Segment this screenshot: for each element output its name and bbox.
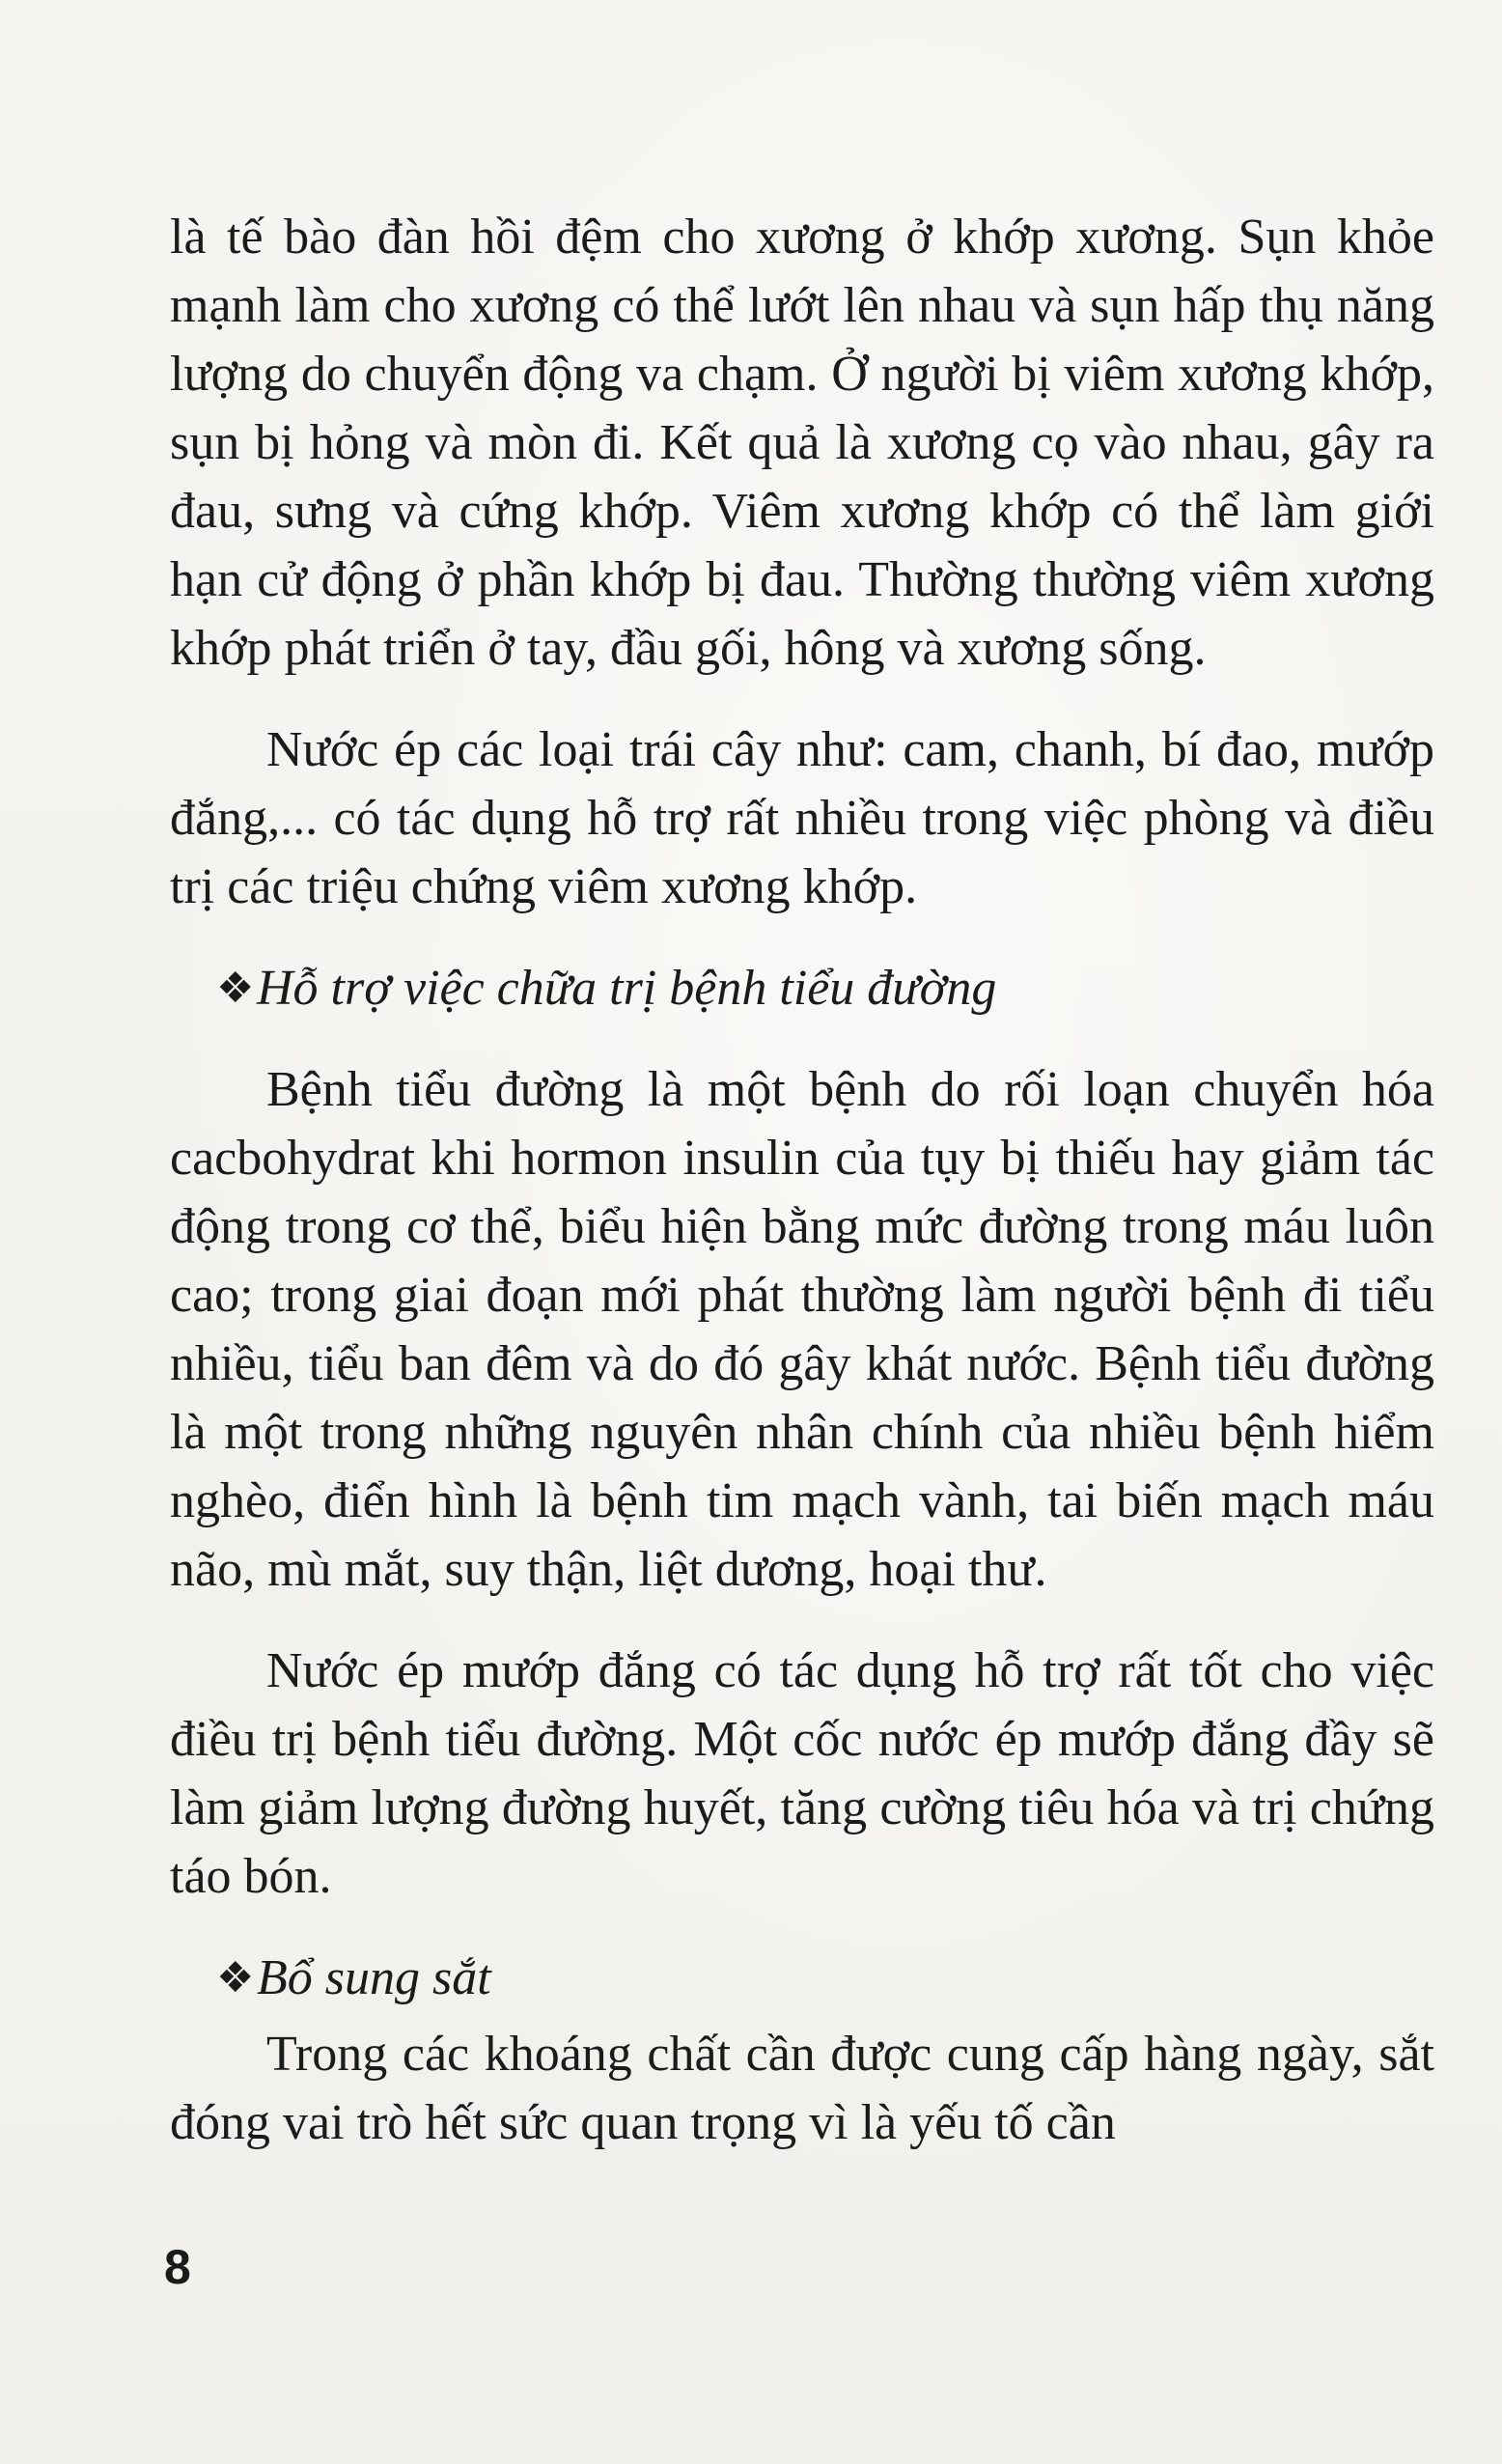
section-heading-iron-text: Bổ sung sắt: [257, 1950, 491, 2005]
section-heading-diabetes: [170, 954, 1434, 1022]
paragraph-bitter-melon-juice: Nước ép mướp đắng có tác dụng hỗ trợ rất tốt cho việc điều trị bệnh tiểu đường. Một cốc nước ép mướp đắng đầy sẽ làm giảm lượng đường huyết, tăng cường tiêu hóa và trị chứng táo bón.: [170, 1643, 1434, 1904]
diamond-bullet-icon: ❖: [216, 964, 255, 1013]
paragraph-diabetes-description: Bệnh tiểu đường là một bệnh do rối loạn chuyển hóa cacbohydrat khi hormon insulin của tụy bị thiếu hay giảm tác động trong cơ thể, biểu hiện bằng mức đường trong máu luôn cao; trong giai đoạn mới phát thường làm người bệnh đi tiểu nhiều, tiểu ban đêm và do đó gây khát nước. Bệnh tiểu đường là một trong những nguyên nhân chính của nhiều bệnh hiểm nghèo, điển hình là bệnh tim mạch vành, tai biến mạch máu não, mù mắt, suy thận, liệt dương, hoại thư.: [170, 1062, 1434, 1597]
paragraph-iron-intro: Trong các khoáng chất cần được cung cấp hàng ngày, sắt đóng vai trò hết sức quan trọng vì là yếu tố cần: [170, 2027, 1434, 2150]
page-content: [170, 203, 1434, 2190]
diamond-bullet-icon: ❖: [216, 1953, 255, 2002]
section-heading-iron: [170, 1944, 1434, 2012]
section-heading-diabetes-text: Hỗ trợ việc chữa trị bệnh tiểu đường: [257, 961, 997, 1016]
paragraph-fruit-juice-joints: Nước ép các loại trái cây như: cam, chanh, bí đao, mướp đắng,... có tác dụng hỗ trợ rất nhiều trong việc phòng và điều trị các triệu chứng viêm xương khớp.: [170, 722, 1434, 914]
paragraph-osteoarthritis: là tế bào đàn hồi đệm cho xương ở khớp xương. Sụn khỏe mạnh làm cho xương có thể lướt lên nhau và sụn hấp thụ năng lượng do chuyển động va chạm. Ở người bị viêm xương khớp, sụn bị hỏng và mòn đi. Kết quả là xương cọ vào nhau, gây ra đau, sưng và cứng khớp. Viêm xương khớp có thể làm giới hạn cử động ở phần khớp bị đau. Thường thường viêm xương khớp phát triển ở tay, đầu gối, hông và xương sống.: [170, 210, 1434, 676]
page-number: 8: [164, 2240, 191, 2294]
